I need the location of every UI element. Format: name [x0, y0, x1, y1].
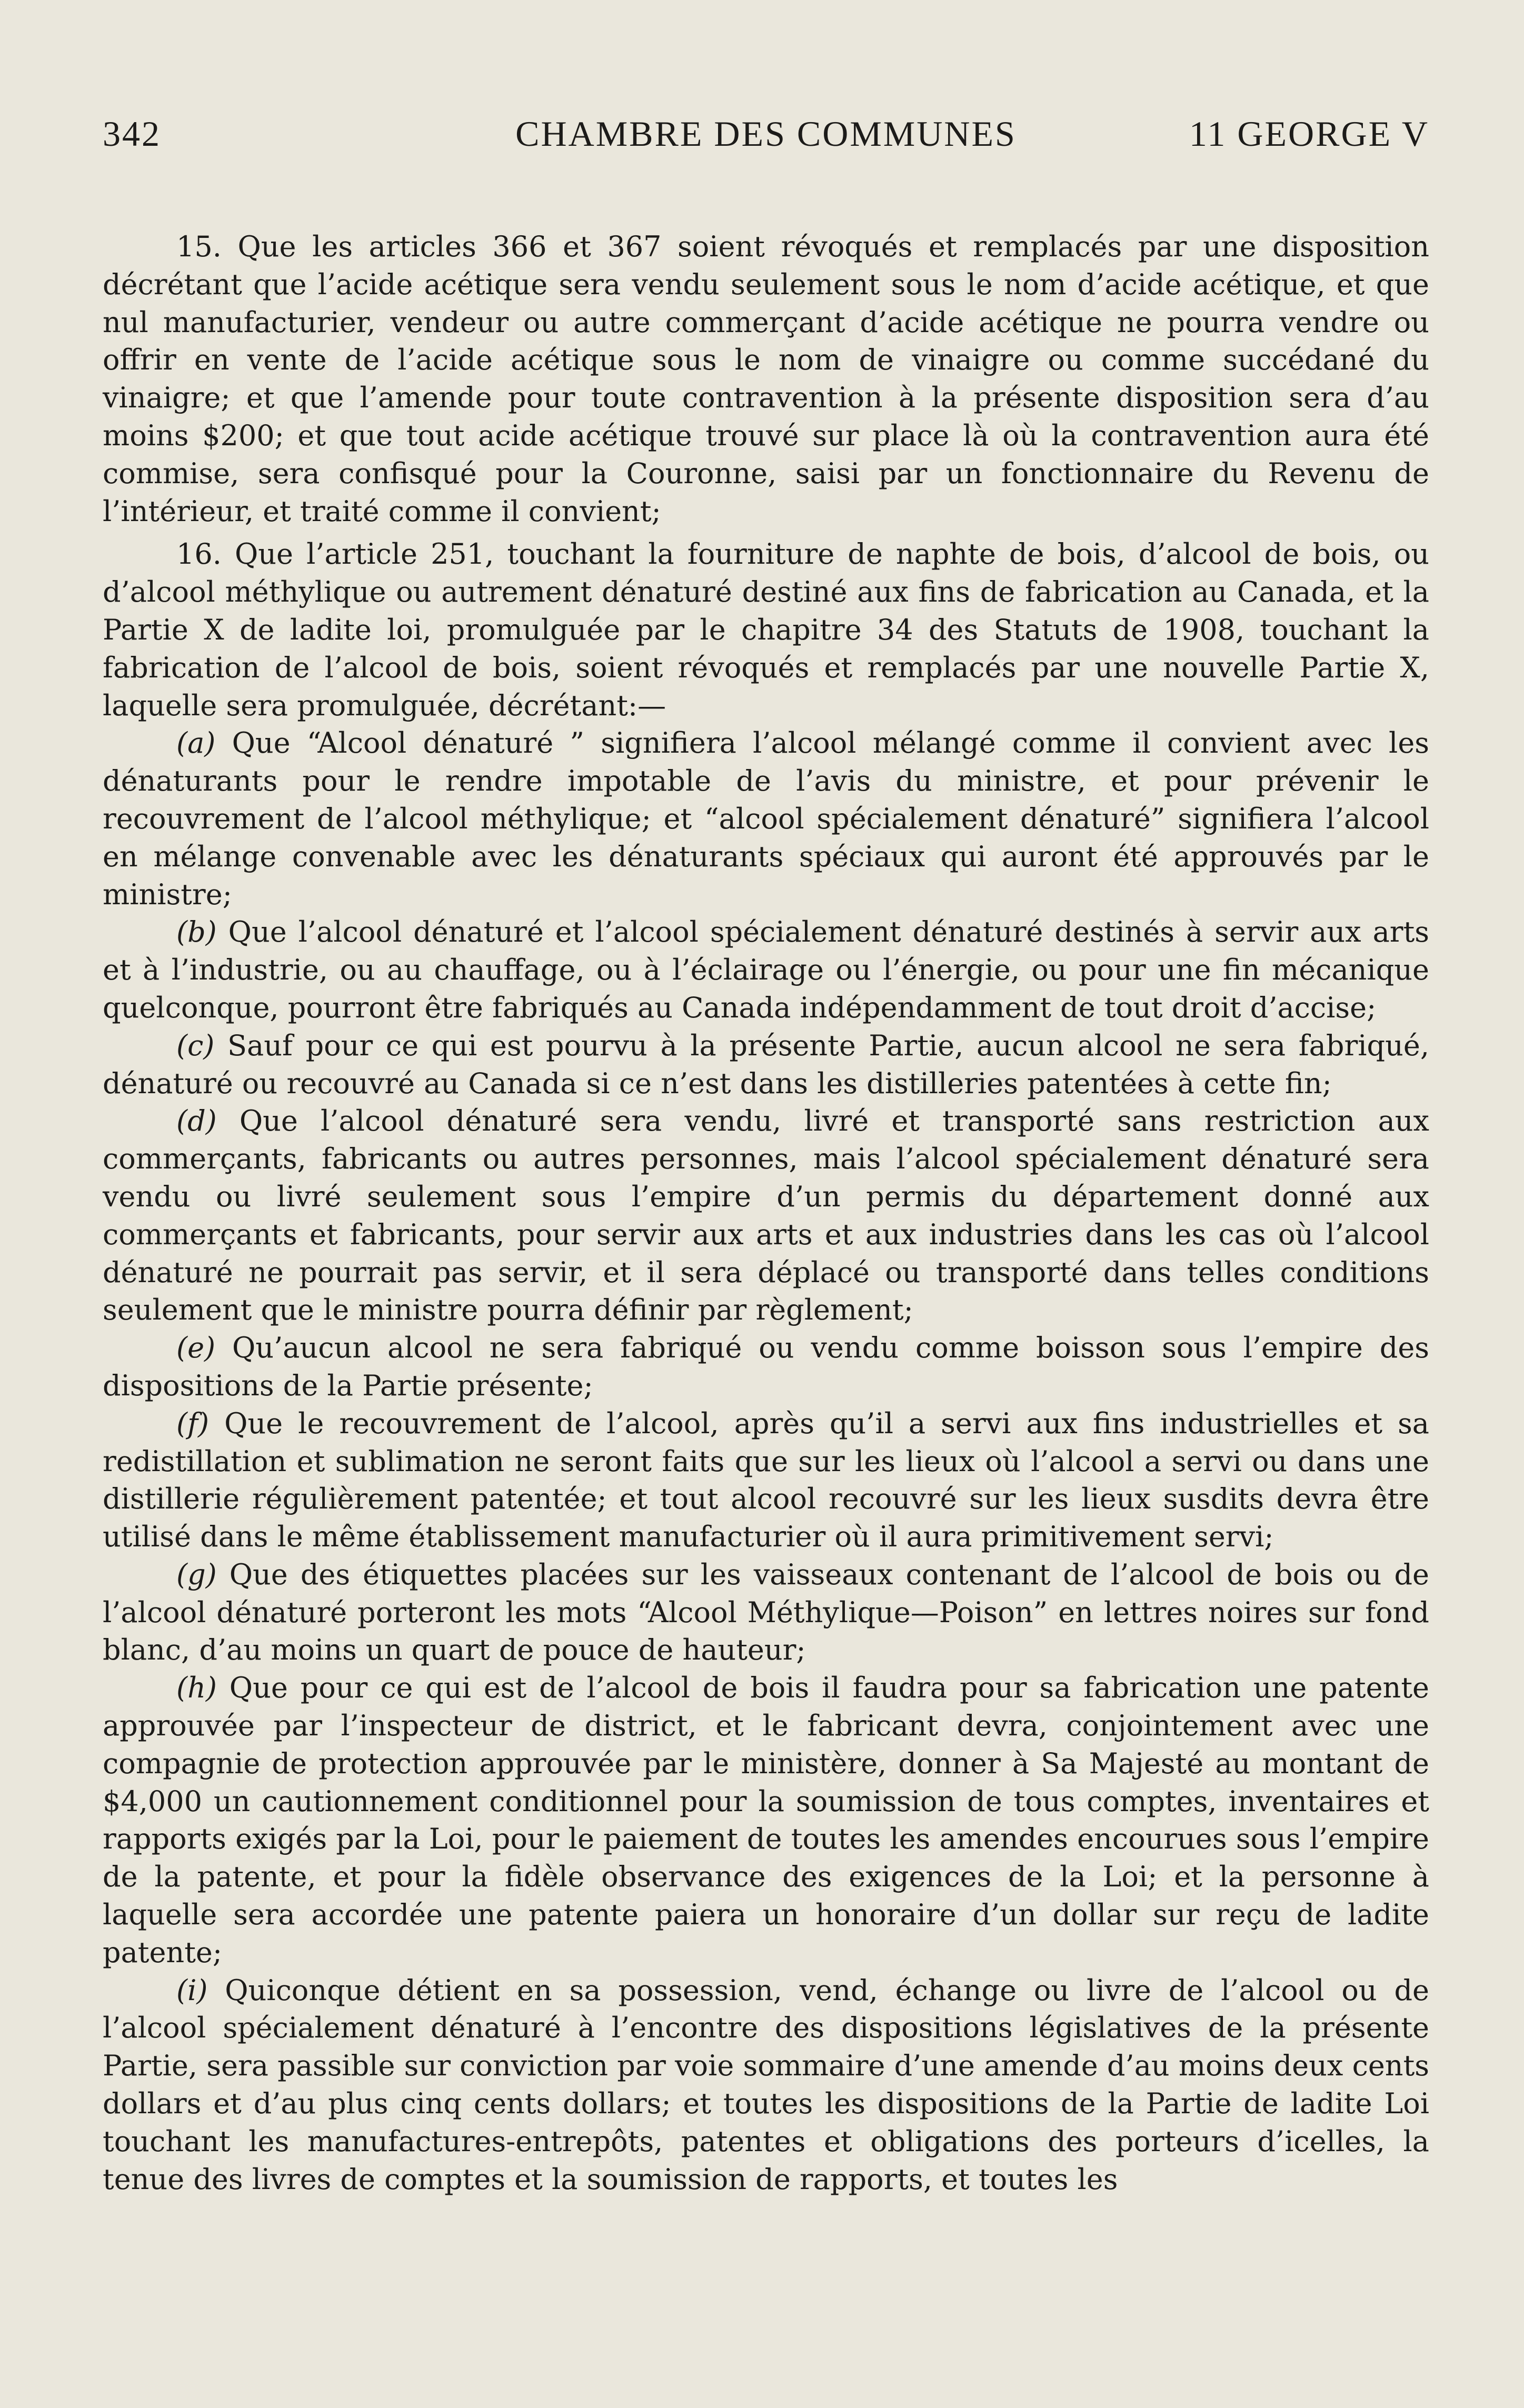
clause-c [103, 1027, 1429, 1103]
clause-b-label: (b) [176, 915, 217, 949]
clause-h [103, 1669, 1429, 1971]
clause-e-text: Qu’aucun alcool ne sera fabriqué ou vendu comme boisson sous l’empire des dispositions de la Partie présente; [103, 1331, 1429, 1402]
clause-f-label: (f) [176, 1406, 210, 1440]
clause-f [103, 1405, 1429, 1556]
clause-b-text: Que l’alcool dénaturé et l’alcool spécialement dénaturé destinés à servir aux arts et à l’industrie, ou au chauffage, ou à l’éclairage ou l’énergie, ou pour une fin mécanique quelconque, pourront être fabriqués au Canada indépendamment de tout droit d’accise; [103, 915, 1429, 1024]
clause-g-text: Que des étiquettes placées sur les vaisseaux contenant de l’alcool de bois ou de l’alcool dénaturé porteront les mots “Alcool Méthylique—Poison” en lettres noires sur fond blanc, d’au moins un quart de pouce de hauteur; [103, 1557, 1429, 1667]
clause-g-label: (g) [176, 1557, 217, 1591]
clause-a-text: Que “Alcool dénaturé ” signifiera l’alcool mélangé comme il convient avec les dénaturants pour le rendre impotable de l’avis du ministre, et pour prévenir le recouvrement de l’alcool méthylique; et “alcool spécialement dénaturé” signifiera l’alcool en mélange convenable avec les dénaturants spéciaux qui auront été approuvés par le ministre; [103, 726, 1429, 911]
reign-heading: 11 GEORGE V [1189, 114, 1429, 154]
page-number: 342 [103, 114, 161, 154]
paragraph-16: 16. Que l’article 251, touchant la fourniture de naphte de bois, d’alcool de bois, ou d’alcool méthylique ou autrement dénaturé destiné aux fins de fabrication au Canada, et la Partie X de ladite loi, promulguée par le chapitre 34 des Statuts de 1908, touchant la fabrication de l’alcool de bois, soient révoqués et remplacés par une nouvelle Partie X, laquelle sera promulguée, décrétant:— [103, 537, 1429, 722]
clause-d-text: Que l’alcool dénaturé sera vendu, livré et transporté sans restriction aux commerçants, fabricants ou autres personnes, mais l’alcool spécialement dénaturé sera vendu ou livré seulement sous l’empire d’un permis du département donné aux commerçants et fabricants, pour servir aux arts et aux industries dans les cas où l’alcool dénaturé ne pourrait pas servir, et il sera déplacé ou transporté dans telles conditions seulement que le ministre pourra définir par règlement; [103, 1104, 1429, 1327]
running-header [103, 113, 1429, 166]
clause-i-label: (i) [176, 1973, 208, 2007]
clause-e [103, 1329, 1429, 1405]
running-title: CHAMBRE DES COMMUNES [515, 114, 1017, 154]
paragraph-15: 15. Que les articles 366 et 367 soient révoqués et remplacés par une disposition décrétant que l’acide acétique sera vendu seulement sous le nom d’acide acétique, et que nul manufacturier, vendeur ou autre commerçant d’acide acétique ne pourra vendre ou offrir en vente de l’acide acétique sous le nom de vinaigre ou comme succédané du vinaigre; et que l’amende pour toute contravention à la présente disposition sera d’au moins $200; et que tout acide acétique trouvé sur place là où la contravention aura été commise, sera confisqué pour la Couronne, saisi par un fonctionnaire du Revenu de l’intérieur, et traité comme il convient; [103, 230, 1429, 528]
clause-d-label: (d) [176, 1104, 217, 1138]
clause-a [103, 724, 1429, 913]
clause-d [103, 1102, 1429, 1329]
clause-b [103, 913, 1429, 1026]
document-page [103, 113, 1429, 2198]
clause-h-text: Que pour ce qui est de l’alcool de bois il faudra pour sa fabrication une patente approuvée par l’inspecteur de district, et le fabricant devra, conjointement avec une compagnie de protection approuvée par le ministère, donner à Sa Majesté au montant de $4,000 un cautionnement conditionnel pour la soumission de tous comptes, inventaires et rapports exigés par la Loi, pour le paiement de toutes les amendes encourues sous l’empire de la patente, et pour la fidèle observance des exigences de la Loi; et la personne à laquelle sera accordée une patente paiera un honoraire d’un dollar sur reçu de ladite patente; [103, 1671, 1429, 1969]
clause-c-text: Sauf pour ce qui est pourvu à la présente Partie, aucun alcool ne sera fabriqué, dénaturé ou recouvré au Canada si ce n’est dans les distilleries patentées à cette fin; [103, 1028, 1429, 1100]
clause-a-label: (a) [176, 726, 216, 760]
clause-f-text: Que le recouvrement de l’alcool, après qu’il a servi aux fins industrielles et sa redistillation et sublimation ne seront faits que sur les lieux où l’alcool a servi ou dans une distillerie régulièrement patentée; et tout alcool recouvré sur les lieux susdits devra être utilisé dans le même établissement manufacturier où il aura primitivement servi; [103, 1406, 1429, 1554]
clause-i-text: Quiconque détient en sa possession, vend, échange ou livre de l’alcool ou de l’alcool spécialement dénaturé à l’encontre des dispositions législatives de la présente Partie, sera passible sur conviction par voie sommaire d’une amende d’au moins deux cents dollars et d’au plus cinq cents dollars; et toutes les dispositions de la Partie de ladite Loi touchant les manufactures-entrepôts, patentes et obligations des porteurs d’icelles, la tenue des livres de comptes et la soumission de rapports, et toutes les [103, 1973, 1429, 2196]
clause-e-label: (e) [176, 1331, 216, 1365]
clause-h-label: (h) [176, 1671, 217, 1705]
clause-g [103, 1556, 1429, 1669]
clause-i [103, 1972, 1429, 2199]
document-body [103, 228, 1429, 2198]
clause-c-label: (c) [176, 1028, 215, 1062]
